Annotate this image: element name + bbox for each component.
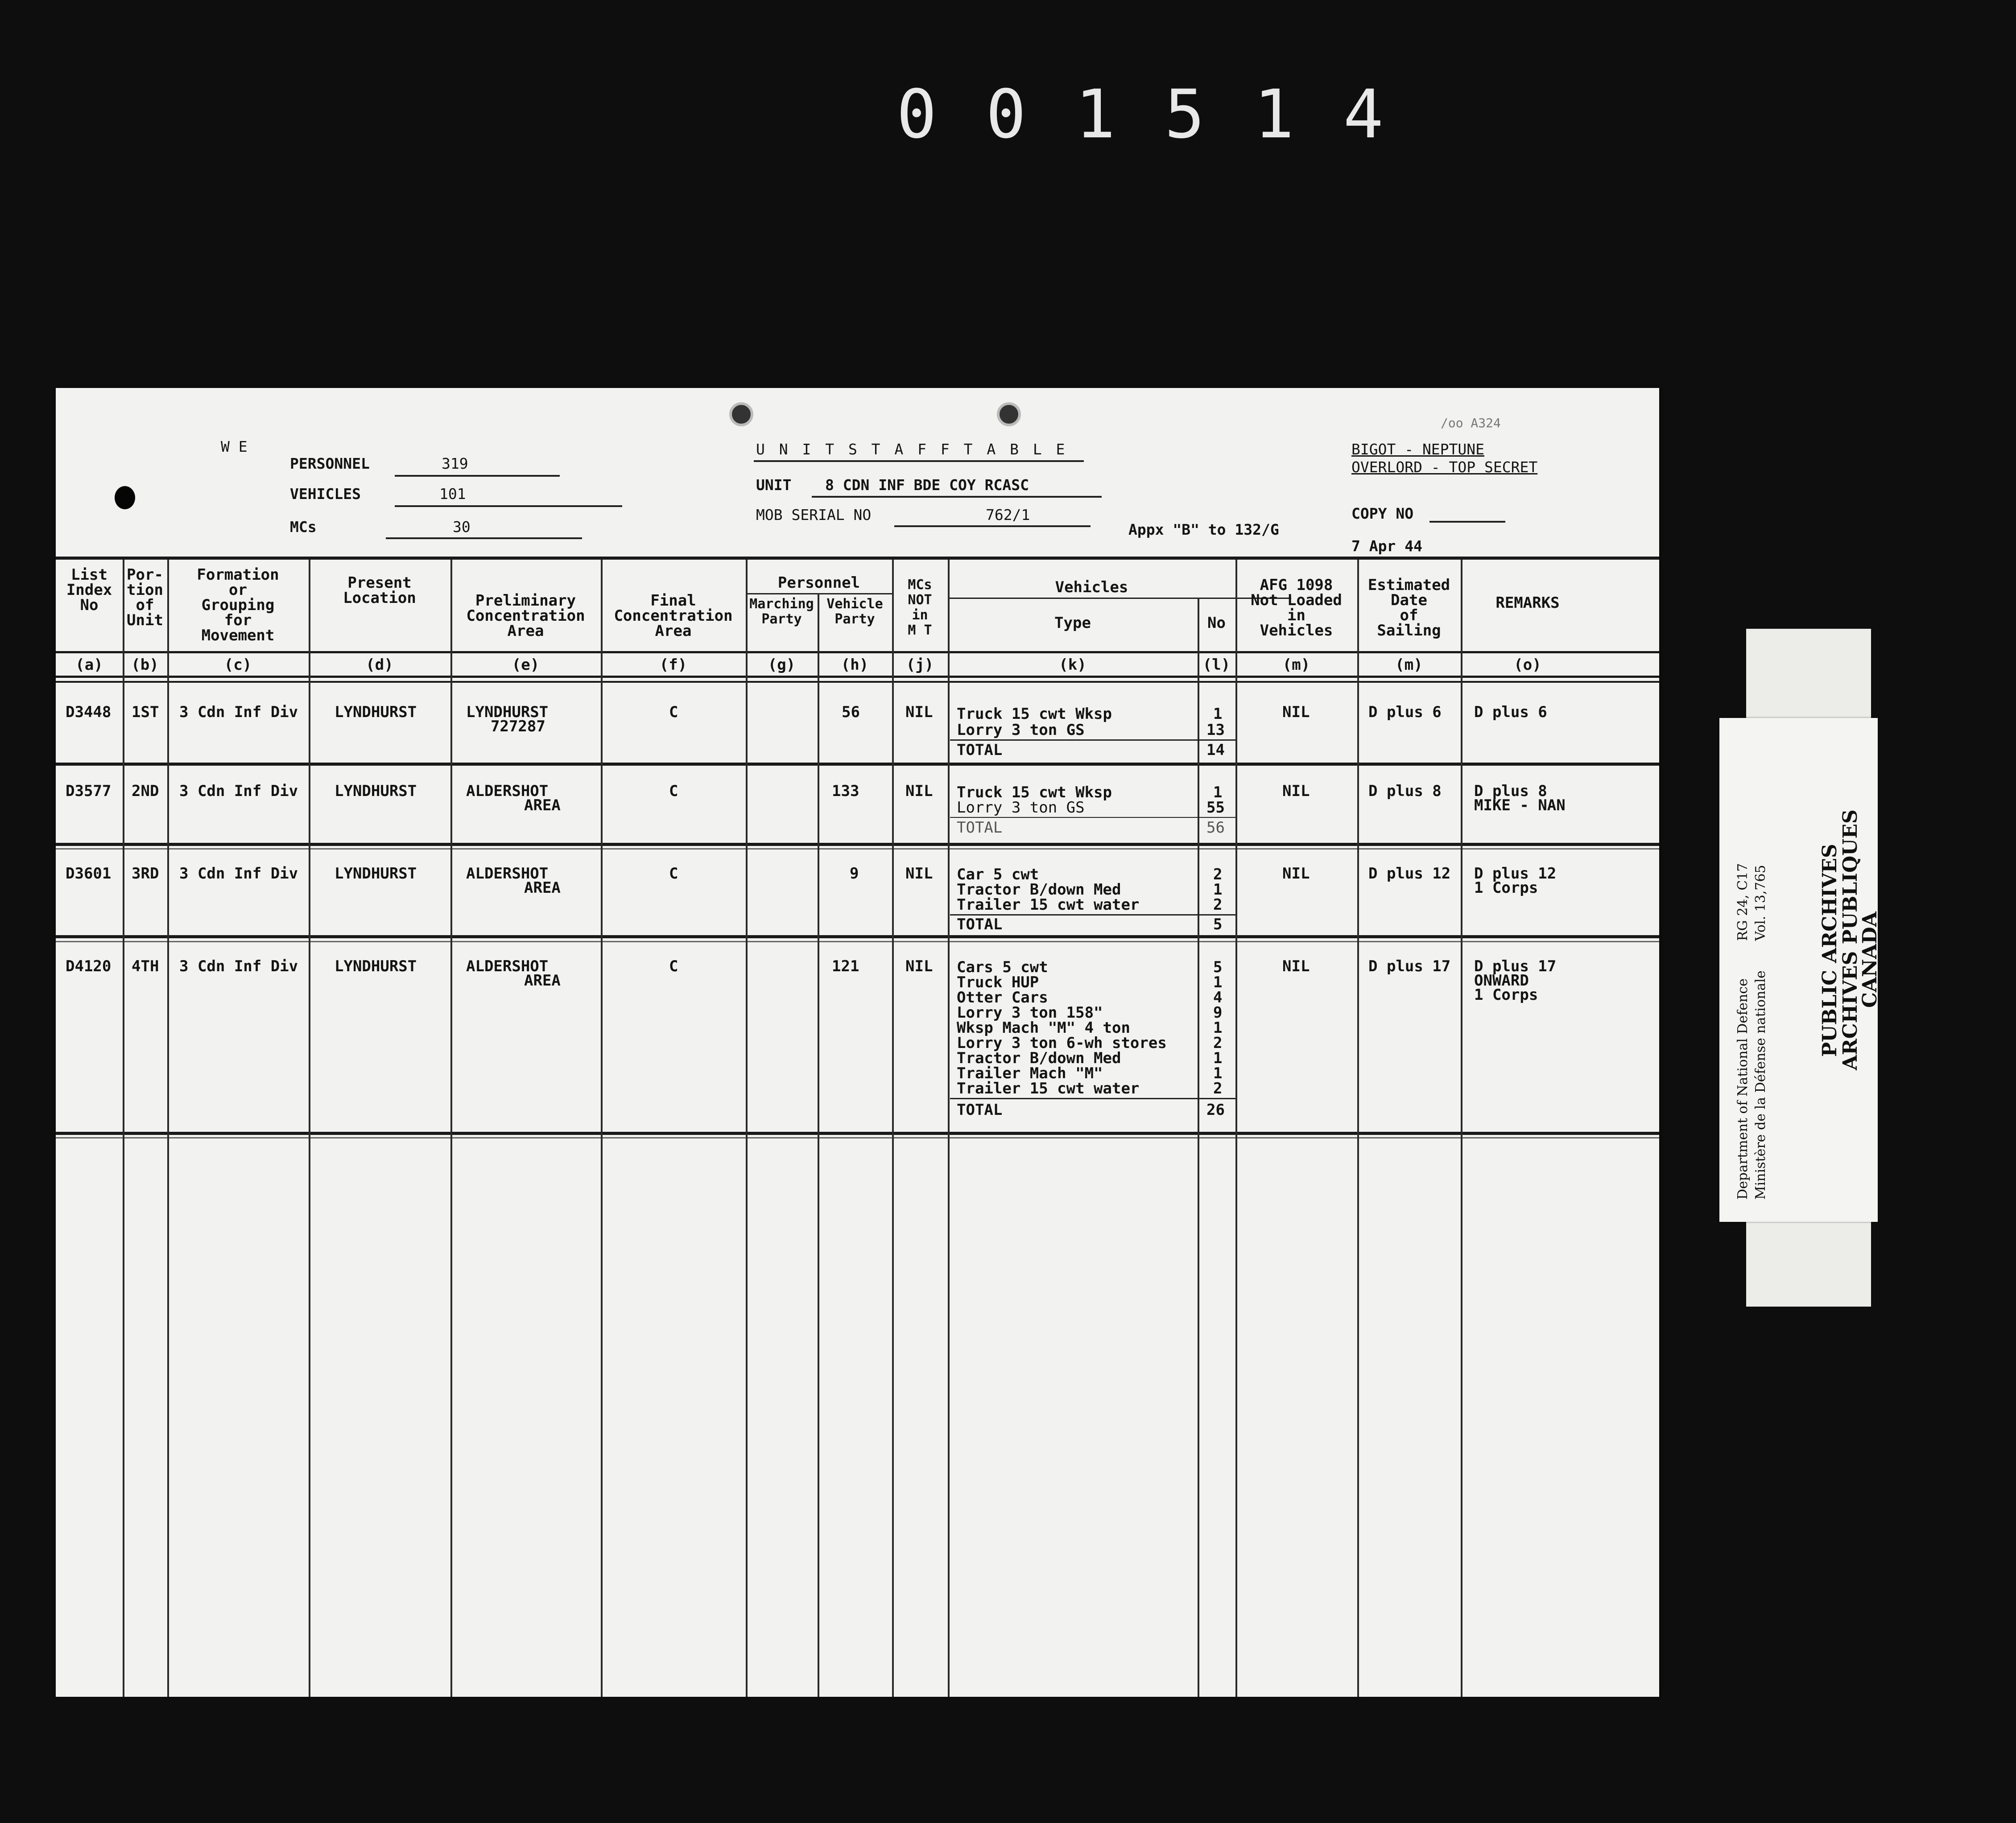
remarks: ONWARD (1474, 972, 1529, 990)
final-area: C (669, 957, 678, 975)
column-letter: (d) (366, 656, 393, 674)
column-header-portion: Por- tion of Unit (127, 566, 163, 629)
final-area: C (669, 703, 678, 721)
vehicle-count: 1 (1213, 881, 1223, 899)
formation: 3 Cdn Inf Div (179, 957, 298, 975)
archive-country: CANADA (1859, 912, 1881, 1008)
vehicle-type: Car 5 cwt (957, 866, 1039, 883)
department-fr: Ministère de la Défense nationale (1753, 970, 1768, 1200)
remarks: 1 Corps (1474, 986, 1538, 1004)
mcs-not-in-mt: NIL (905, 703, 933, 721)
column-letter: (m) (1282, 656, 1310, 674)
vehicle-total-label: TOTAL (957, 1101, 1003, 1119)
list-index: D3448 (66, 703, 112, 721)
vehicle-count: 2 (1213, 1080, 1223, 1097)
mob-serial-value: 762/1 (986, 506, 1030, 524)
column-header-list-index: List Index No (66, 566, 112, 614)
column-letter: (m) (1395, 656, 1423, 674)
mcs-label: MCs (290, 518, 317, 536)
vehicle-type: Trailer 15 cwt water (957, 896, 1140, 914)
list-index: D3601 (66, 865, 112, 883)
vehicle-total: 14 (1206, 741, 1225, 759)
list-index: D4120 (66, 957, 112, 975)
vehicle-total-label: TOTAL (957, 916, 1003, 933)
mcs-not-in-mt: NIL (905, 957, 933, 975)
group-header-personnel: Personnel (777, 574, 860, 592)
vehicle-type: Tractor B/down Med (957, 1049, 1121, 1067)
punch-hole (729, 402, 753, 426)
archive-title-en: PUBLIC ARCHIVES (1818, 844, 1841, 1057)
column-letter: (k) (1059, 656, 1086, 674)
vehicle-count: 13 (1206, 721, 1225, 739)
frame-number: 001514 (896, 76, 1433, 153)
personnel-value: 319 (442, 455, 468, 472)
appendix-ref: Appx "B" to 132/G (1128, 521, 1279, 538)
formation: 3 Cdn Inf Div (179, 865, 298, 883)
vehicle-party: 9 (850, 865, 859, 883)
ink-blot (115, 486, 135, 509)
vehicles-value: 101 (439, 485, 466, 503)
mcs-not-in-mt: NIL (905, 865, 933, 883)
portion: 4TH (132, 957, 159, 975)
unit-value: 8 CDN INF BDE COY RCASC (825, 476, 1029, 494)
afg-1098: NIL (1282, 782, 1310, 800)
remarks: 1 Corps (1474, 879, 1538, 897)
vehicle-type: Truck 15 cwt Wksp (957, 784, 1112, 801)
afg-1098: NIL (1282, 865, 1310, 883)
preliminary-area-ref: AREA (524, 879, 561, 897)
column-letter: (e) (512, 656, 540, 674)
formation: 3 Cdn Inf Div (179, 703, 298, 721)
column-letter: (c) (224, 656, 252, 674)
column-header-estimated-sailing: Estimated Date of Sailing (1367, 576, 1450, 639)
vehicle-type: Lorry 3 ton GS (957, 721, 1085, 739)
formation: 3 Cdn Inf Div (179, 782, 298, 800)
afg-1098: NIL (1282, 703, 1310, 721)
vehicle-type: Tractor B/down Med (957, 881, 1121, 899)
vehicle-count: 55 (1206, 799, 1225, 817)
vehicle-type: Trailer Mach "M" (957, 1064, 1103, 1082)
record-group: RG 24, C17 (1735, 863, 1751, 941)
vehicle-party: 56 (842, 703, 860, 721)
volume-number: Vol. 13,765 (1753, 865, 1768, 941)
present-location: LYNDHURST (335, 703, 417, 721)
column-letter: (g) (768, 656, 796, 674)
vehicle-count: 1 (1213, 1019, 1223, 1037)
present-location: LYNDHURST (335, 865, 417, 883)
list-index: D3577 (66, 782, 112, 800)
preliminary-area-ref: AREA (524, 796, 561, 814)
column-header-mcs-not-in-mt: MCs NOT in M T (908, 577, 932, 638)
vehicle-total: 56 (1206, 819, 1225, 837)
portion: 1ST (132, 703, 159, 721)
column-header-vehicle-party: Vehicle Party (826, 596, 883, 627)
estimated-sailing: D plus 17 (1368, 957, 1451, 975)
column-header-afg-1098: AFG 1098 Not Loaded in Vehicles (1251, 576, 1342, 639)
mob-serial-label: MOB SERIAL NO (756, 506, 872, 524)
vehicle-type: Wksp Mach "M" 4 ton (957, 1019, 1130, 1037)
we-mark: W E (221, 438, 248, 455)
column-header-marching-party: Marching Party (749, 596, 814, 627)
estimated-sailing: D plus 6 (1368, 703, 1442, 721)
preliminary-area: LYNDHURST (466, 703, 549, 721)
preliminary-area: ALDERSHOT (466, 782, 549, 800)
vehicle-type: Truck 15 cwt Wksp (957, 705, 1112, 723)
vehicle-type: Cars 5 cwt (957, 958, 1048, 976)
column-header-vehicle-no: No (1207, 614, 1226, 632)
estimated-sailing: D plus 12 (1368, 865, 1451, 883)
vehicle-party: 121 (832, 957, 859, 975)
vehicle-count: 2 (1213, 896, 1223, 914)
archive-title-fr: ARCHIVES PUBLIQUES (1839, 809, 1862, 1070)
remarks: MIKE - NAN (1474, 796, 1566, 814)
vehicle-party: 133 (832, 782, 859, 800)
column-letter: (f) (659, 656, 687, 674)
column-letter: (j) (906, 656, 934, 674)
remarks: D plus 17 (1474, 957, 1557, 975)
mcs-value: 30 (453, 518, 471, 536)
present-location: LYNDHURST (335, 782, 417, 800)
vehicle-total: 26 (1206, 1101, 1225, 1119)
column-header-vehicle-type: Type (1054, 614, 1091, 632)
vehicle-count: 2 (1213, 866, 1223, 883)
column-header-remarks: REMARKS (1495, 594, 1560, 612)
vehicle-count: 2 (1213, 1034, 1223, 1052)
group-header-vehicles: Vehicles (1055, 578, 1128, 596)
vehicle-type: Otter Cars (957, 989, 1048, 1006)
vehicle-count: 1 (1213, 1064, 1223, 1082)
final-area: C (669, 782, 678, 800)
vehicle-count: 1 (1213, 1049, 1223, 1067)
punch-hole (997, 402, 1021, 426)
vehicle-count: 5 (1213, 958, 1223, 976)
vehicle-count: 1 (1213, 784, 1223, 801)
vehicle-type: Lorry 3 ton 158" (957, 1004, 1103, 1022)
document-title: U N I T S T A F F T A B L E (756, 441, 1068, 458)
classification-line-1: BIGOT - NEPTUNE (1351, 441, 1485, 458)
archive-stamp (1719, 718, 1881, 1222)
column-letter: (h) (841, 656, 869, 674)
vehicle-count: 1 (1213, 973, 1223, 991)
column-header-formation: Formation or Grouping for Movement (197, 566, 279, 644)
personnel-label: PERSONNEL (290, 455, 370, 472)
column-header-final-area: Final Concentration Area (614, 592, 733, 640)
preliminary-area-ref: 727287 (491, 718, 545, 735)
vehicle-type: Truck HUP (957, 973, 1039, 991)
mcs-not-in-mt: NIL (905, 782, 933, 800)
preliminary-area: ALDERSHOT (466, 865, 549, 883)
column-letter: (b) (131, 656, 159, 674)
final-area: C (669, 865, 678, 883)
column-letter: (a) (75, 656, 103, 674)
estimated-sailing: D plus 8 (1368, 782, 1442, 800)
afg-1098: NIL (1282, 957, 1310, 975)
vehicle-count: 9 (1213, 1004, 1223, 1022)
vehicle-type: Lorry 3 ton GS (957, 799, 1085, 817)
column-letter: (l) (1202, 656, 1231, 674)
portion: 3RD (132, 865, 159, 883)
vehicle-total-label: TOTAL (957, 819, 1003, 837)
classification-line-2: OVERLORD - TOP SECRET (1351, 458, 1538, 476)
copy-no-label: COPY NO (1351, 505, 1414, 522)
document-date: 7 Apr 44 (1351, 537, 1422, 555)
pencil-note: /oo A324 (1441, 416, 1501, 430)
vehicle-type: Lorry 3 ton 6-wh stores (957, 1034, 1167, 1052)
portion: 2ND (132, 782, 159, 800)
column-header-preliminary-area: Preliminary Concentration Area (466, 592, 585, 640)
vehicle-total: 5 (1213, 916, 1223, 933)
preliminary-area: ALDERSHOT (466, 957, 549, 975)
column-header-present-location: Present Location (343, 574, 416, 607)
document-sheet (56, 388, 1659, 1697)
remarks: D plus 8 (1474, 782, 1547, 800)
preliminary-area-ref: AREA (524, 972, 561, 990)
vehicle-total-label: TOTAL (957, 741, 1003, 759)
column-letter: (o) (1514, 656, 1541, 674)
present-location: LYNDHURST (335, 957, 417, 975)
department-en: Department of National Defence (1735, 978, 1751, 1200)
unit-label: UNIT (756, 476, 792, 494)
vehicle-count: 1 (1213, 705, 1223, 723)
vehicle-type: Trailer 15 cwt water (957, 1080, 1140, 1097)
remarks: D plus 12 (1474, 865, 1557, 883)
remarks: D plus 6 (1474, 703, 1547, 721)
vehicles-label: VEHICLES (290, 485, 361, 503)
vehicle-count: 4 (1213, 989, 1223, 1006)
